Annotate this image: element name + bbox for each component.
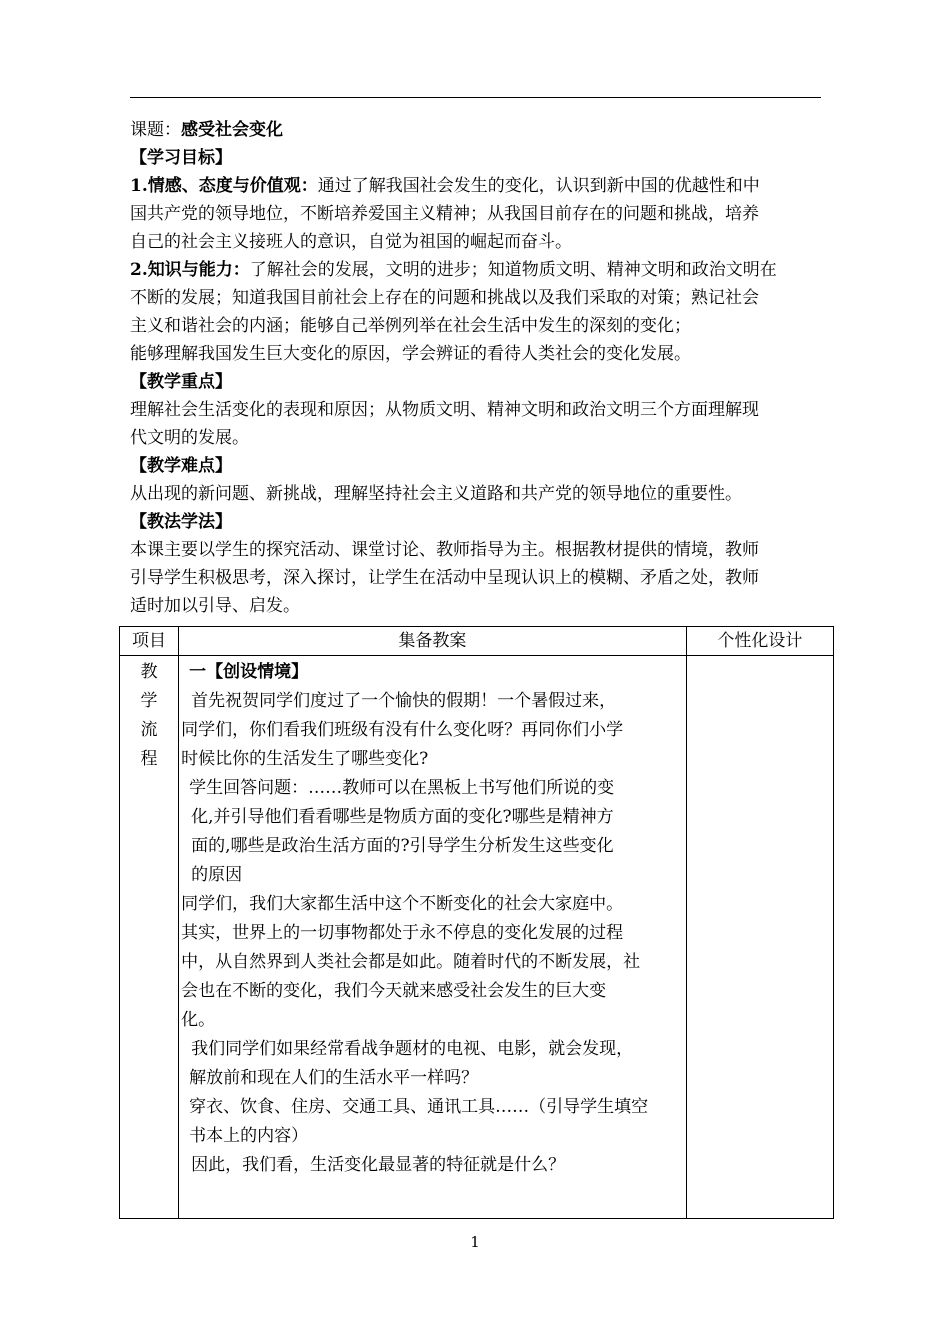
goal2-label: 2.知识与能力： (130, 260, 250, 280)
goal2-line4: 能够理解我国发生巨大变化的原因，学会辨证的看待人类社会的变化发展。 (130, 344, 691, 364)
content-line: 我们同学们如果经常看战争题材的电视、电影，就会发现， (191, 1039, 634, 1059)
header-rule (130, 97, 821, 98)
method-line2: 引导学生积极思考，深入探讨，让学生在活动中呈现认识上的模糊、矛盾之处，教师 (130, 568, 759, 588)
method-line3: 适时加以引导、启发。 (130, 596, 300, 616)
focus-heading: 【教学重点】 (130, 372, 232, 392)
side-char: 学 (140, 691, 158, 711)
plan-content-cell (179, 656, 687, 1219)
content-line: 化。 (181, 1010, 216, 1030)
difficulty-line1: 从出现的新问题、新挑战，理解坚持社会主义道路和共产党的领导地位的重要性。 (130, 484, 742, 504)
goal2-text1: 了解社会的发展，文明的进步；知道物质文明、精神文明和政治文明在 (249, 260, 777, 280)
goal1-line3: 自己的社会主义接班人的意识，自觉为祖国的崛起而奋斗。 (130, 232, 572, 252)
side-char: 流 (140, 720, 158, 740)
goal2-line3: 主义和谐社会的内涵；能够自己举例列举在社会生活中发生的深刻的变化； (130, 316, 691, 336)
goal1-text1: 通过了解我国社会发生的变化，认识到新中国的优越性和中 (317, 176, 760, 196)
content-line: 同学们，我们大家都生活中这个不断变化的社会大家庭中。 (181, 894, 624, 914)
side-char: 教 (140, 662, 158, 682)
goal2-line1 (130, 256, 826, 284)
content-line: 的原因 (191, 865, 243, 885)
lesson-title: 感受社会变化 (181, 120, 283, 140)
content-line: 面的,哪些是政治生活方面的?引导学生分析发生这些变化 (191, 836, 614, 856)
content-line: 化,并引导他们看看哪些是物质方面的变化?哪些是精神方 (191, 807, 614, 827)
side-char: 程 (140, 749, 158, 769)
content-line: 解放前和现在人们的生活水平一样吗？ (189, 1068, 479, 1088)
header-plan: 集备教案 (179, 627, 687, 656)
focus-line1: 理解社会生活变化的表现和原因；从物质文明、精神文明和政治文明三个方面理解现 (130, 400, 759, 420)
difficulty-heading: 【教学难点】 (130, 456, 232, 476)
content-line: 穿衣、饮食、住房、交通工具、通讯工具……（引导学生填空 (189, 1097, 649, 1117)
lesson-title-line (130, 116, 826, 144)
content-line: 因此，我们看，生活变化最显著的特征就是什么？ (191, 1155, 566, 1175)
content-line: 书本上的内容） (189, 1126, 309, 1146)
table-row (120, 656, 834, 1219)
content-line: 首先祝贺同学们度过了一个愉快的假期！一个暑假过来， (191, 691, 617, 711)
goals-heading: 【学习目标】 (130, 148, 232, 168)
focus-line2: 代文明的发展。 (130, 428, 249, 448)
goal1-line2: 国共产党的领导地位，不断培养爱国主义精神；从我国目前存在的问题和挑战，培养 (130, 204, 759, 224)
method-line1: 本课主要以学生的探究活动、课堂讨论、教师指导为主。根据教材提供的情境，教师 (130, 540, 759, 560)
method-heading: 【教法学法】 (130, 512, 232, 532)
header-project: 项目 (120, 627, 179, 656)
lesson-plan-table (119, 626, 834, 1219)
content-line: 时候比你的生活发生了哪些变化? (181, 749, 429, 769)
personal-design-cell[interactable] (686, 656, 833, 1219)
goal2-line2: 不断的发展；知道我国目前社会上存在的问题和挑战以及我们采取的对策；熟记社会 (130, 288, 759, 308)
document-body (130, 116, 826, 620)
goal1-label: 1.情感、态度与价值观： (130, 176, 318, 196)
content-line: 会也在不断的变化，我们今天就来感受社会发生的巨大变 (181, 981, 607, 1001)
content-line: 学生回答问题：……教师可以在黑板上书写他们所说的变 (189, 778, 615, 798)
lesson-prefix: 课题： (130, 120, 181, 140)
header-personal-design: 个性化设计 (686, 627, 833, 656)
content-line: 中，从自然界到人类社会都是如此。随着时代的不断发展，社 (181, 952, 641, 972)
block-heading: 一【创设情境】 (189, 662, 309, 682)
content-line: 同学们，你们看我们班级有没有什么变化呀？再同你们小学 (181, 720, 624, 740)
teaching-process-cell (120, 656, 179, 1219)
content-line: 其实，世界上的一切事物都处于永不停息的变化发展的过程 (181, 923, 624, 943)
page-number: 1 (470, 1233, 480, 1251)
goal1-line1 (130, 172, 826, 200)
table-header-row (120, 627, 834, 656)
